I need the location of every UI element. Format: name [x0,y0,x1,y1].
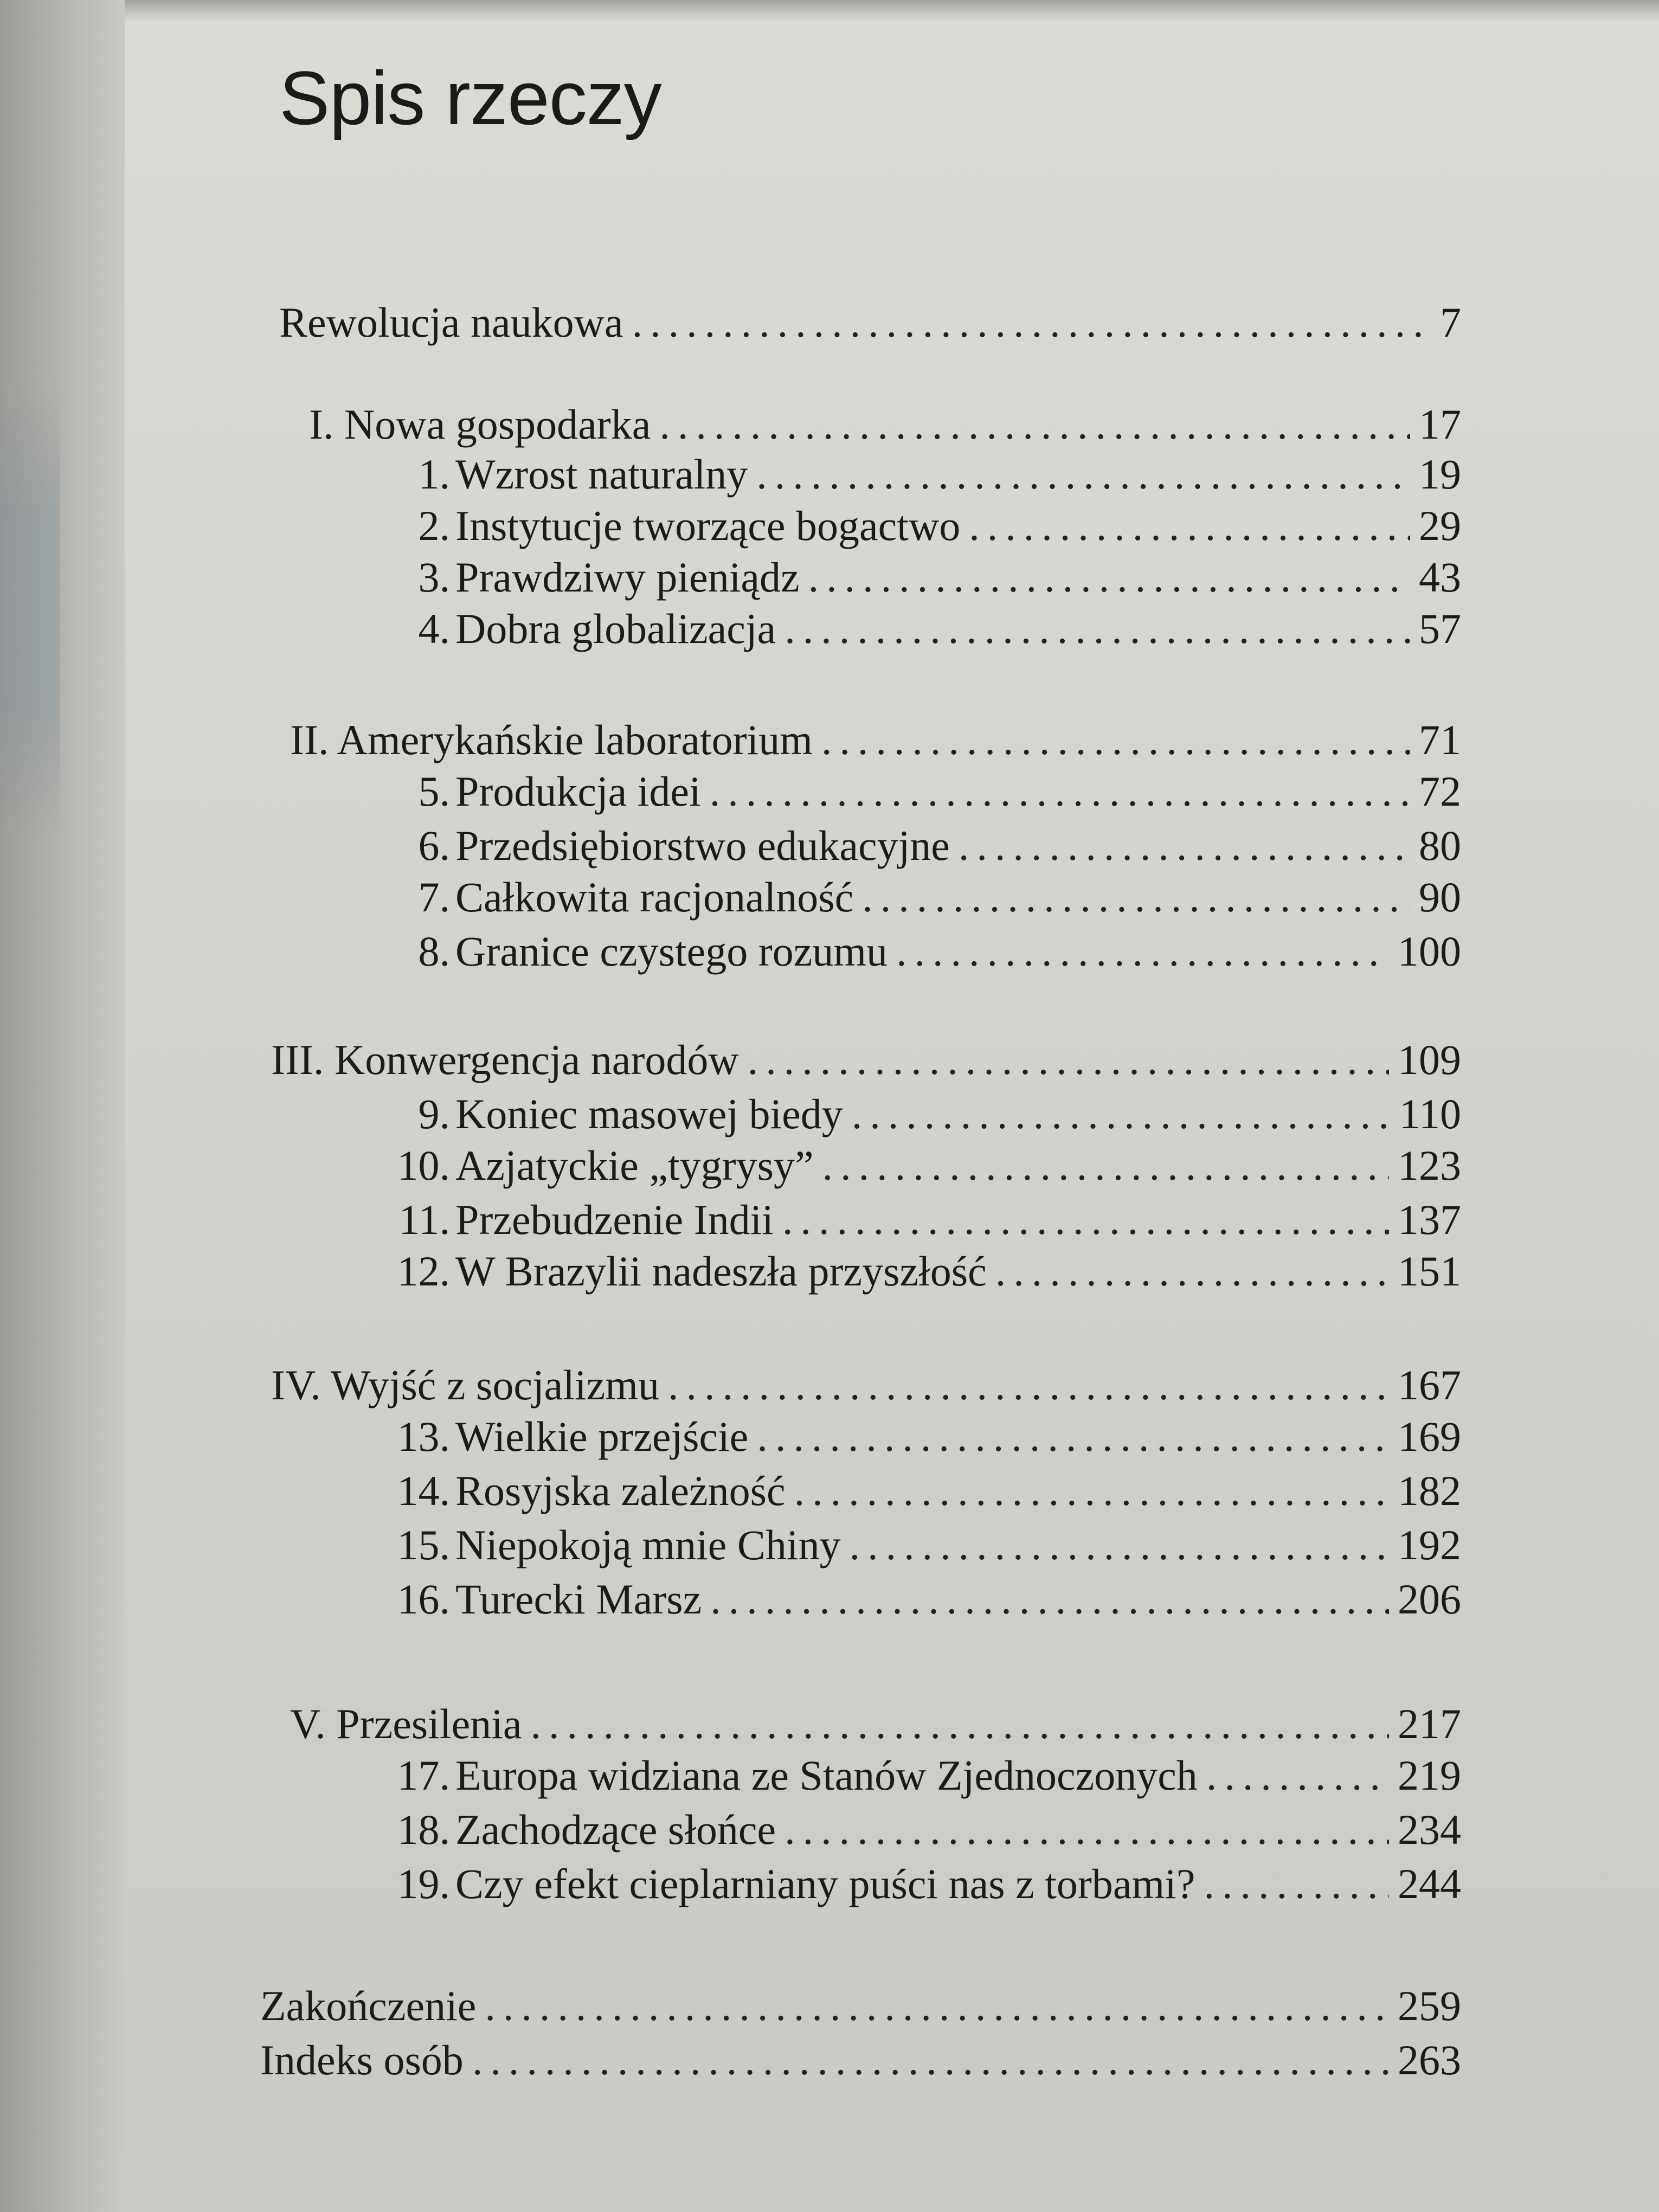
chapter-number: 15. [397,1521,450,1568]
dot-leader [852,1087,1391,1141]
toc-part-label: IV. Wyjść z socjalizmu [271,1361,659,1409]
toc-part-label: II. Amerykańskie laboratorium [290,716,813,763]
chapter-number: 12. [397,1248,450,1295]
page-top-shadow [125,0,1659,22]
toc-part-page: 17 [1419,401,1461,448]
dot-leader [668,1358,1389,1412]
toc-chapter [374,924,1461,979]
page-title: Spis rzeczy [279,55,661,140]
dot-leader [850,1518,1389,1572]
dot-leader [756,447,1410,501]
chapter-page: 219 [1398,1752,1461,1799]
dot-leader [472,2033,1389,2087]
toc-entry-intro [279,295,1461,350]
dot-leader [785,602,1410,656]
chapter-label: Zachodzące słońce [455,1806,776,1853]
chapter-number: 14. [397,1467,450,1514]
chapter-label: Koniec masowej biedy [455,1090,843,1137]
chapter-label: Europa widziana ze Stanów Zjednoczonych [455,1752,1198,1799]
toc-chapter [374,1464,1461,1518]
toc-entry-closing [260,1979,1461,2033]
chapter-label: Turecki Marsz [455,1576,702,1623]
toc-chapter [374,764,1461,819]
chapter-label: Niepokoją mnie Chiny [455,1521,841,1568]
toc-chapter [374,1193,1461,1247]
dot-leader [959,819,1410,873]
chapter-number: 16. [397,1576,450,1623]
chapter-number: 6. [418,822,450,869]
chapter-page: 43 [1419,554,1461,601]
toc-entry-label: Rewolucja naukowa [279,299,623,346]
toc-chapter [374,819,1461,873]
chapter-label: Rosyjska zależność [455,1467,786,1514]
chapter-page: 234 [1398,1806,1461,1853]
chapter-number: 8. [418,928,450,975]
toc-chapter [374,1139,1461,1193]
chapter-label: W Brazylii nadeszła przyszłość [455,1248,987,1295]
chapter-page: 57 [1419,605,1461,652]
toc-chapter [374,1087,1461,1141]
chapter-page: 100 [1398,928,1461,975]
chapter-number: 2. [418,502,450,549]
chapter-number: 13. [397,1413,450,1460]
dot-leader [485,1979,1389,2033]
toc-part [309,397,1461,452]
dot-leader [710,764,1410,819]
chapter-page: 137 [1398,1196,1461,1243]
dot-leader [969,499,1410,553]
dot-leader [822,1139,1389,1193]
toc-chapter [374,1748,1461,1803]
toc-part-label: V. Przesilenia [290,1700,522,1747]
chapter-label: Produkcja idei [455,768,701,815]
dot-leader [808,550,1410,605]
chapter-page: 90 [1419,873,1461,921]
toc-part [271,1358,1461,1412]
toc-part-page: 109 [1398,1036,1461,1083]
chapter-label: Przedsiębiorstwo edukacyjne [455,822,950,869]
dot-leader [1206,1748,1389,1803]
chapter-label: Całkowita racjonalność [455,873,854,921]
toc-part-page: 71 [1419,716,1461,763]
dot-leader [862,870,1410,924]
dot-leader [530,1697,1389,1751]
toc-chapter [374,870,1461,924]
toc-part-label: III. Konwergencja narodów [271,1036,739,1083]
chapter-number: 9. [418,1090,450,1137]
chapter-page: 182 [1398,1467,1461,1514]
toc-part-label: I. Nowa gospodarka [309,401,651,448]
chapter-label: Azjatyckie „tygrysy” [455,1142,814,1189]
chapter-page: 72 [1419,768,1461,815]
toc-chapter [374,1803,1461,1857]
left-page-edge [0,0,136,2212]
chapter-page: 192 [1398,1521,1461,1568]
chapter-page: 110 [1399,1090,1461,1137]
dot-leader [632,295,1431,350]
chapter-number: 5. [418,768,450,815]
chapter-label: Granice czystego rozumu [455,928,888,975]
chapter-number: 17. [397,1752,450,1799]
chapter-number: 7. [418,873,450,921]
dot-leader [794,1464,1389,1518]
toc-part [271,1033,1461,1087]
chapter-label: Wielkie przejście [455,1413,749,1460]
chapter-number: 1. [418,451,450,498]
dot-leader [782,1193,1389,1247]
chapter-number: 4. [418,605,450,652]
chapter-label: Wzrost naturalny [455,451,748,498]
chapter-page: 29 [1419,502,1461,549]
chapter-label: Instytucje tworzące bogactwo [455,502,961,549]
chapter-page: 80 [1419,822,1461,869]
chapter-number: 11. [398,1196,450,1243]
chapter-label: Czy efekt cieplarniany puści nas z torbami? [455,1860,1195,1907]
dot-leader [995,1244,1389,1298]
toc-chapter [374,1410,1461,1464]
toc-chapter [374,1518,1461,1572]
dot-leader [748,1033,1389,1087]
toc-entry-page: 7 [1440,299,1461,346]
chapter-page: 151 [1398,1248,1461,1295]
chapter-page: 206 [1398,1576,1461,1623]
dot-leader [896,924,1389,979]
chapter-number: 3. [418,554,450,601]
chapter-page: 123 [1398,1142,1461,1189]
toc-part-page: 167 [1398,1361,1461,1409]
chapter-page: 244 [1398,1860,1461,1907]
toc-entry-closing [260,2033,1461,2087]
toc-chapter [374,602,1461,656]
toc-part [290,713,1461,767]
adjacent-page-edge [0,380,60,840]
chapter-number: 18. [397,1806,450,1853]
chapter-number: 10. [397,1142,450,1189]
toc-part-page: 217 [1398,1700,1461,1747]
dot-leader [1204,1857,1389,1911]
toc-entry-label: Zakończenie [260,1982,477,2029]
toc-chapter [374,1572,1461,1626]
dot-leader [710,1572,1389,1626]
chapter-label: Dobra globalizacja [455,605,776,652]
dot-leader [757,1410,1389,1464]
toc-chapter [374,550,1461,605]
toc-chapter [374,499,1461,553]
toc-chapter [374,1244,1461,1298]
chapter-page: 169 [1398,1413,1461,1460]
dot-leader [821,713,1410,767]
toc-entry-label: Indeks osób [260,2036,464,2084]
toc-entry-page: 263 [1398,2036,1461,2084]
toc-chapter [374,1857,1461,1911]
toc-entry-page: 259 [1398,1982,1461,2029]
dot-leader [659,397,1410,452]
toc-part [290,1697,1461,1751]
chapter-number: 19. [397,1860,450,1907]
toc-chapter [374,447,1461,501]
chapter-label: Prawdziwy pieniądz [455,554,800,601]
dot-leader [785,1803,1389,1857]
chapter-label: Przebudzenie Indii [455,1196,774,1243]
chapter-page: 19 [1419,451,1461,498]
